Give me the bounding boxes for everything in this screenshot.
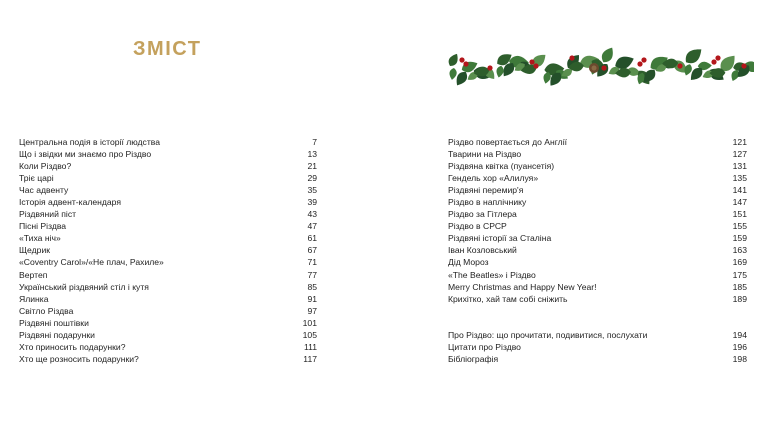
toc-entry-title: Цитати про Різдво — [448, 341, 521, 352]
toc-entry — [448, 160, 747, 172]
toc-entry-title: Іван Козловський — [448, 245, 517, 256]
toc-entry — [19, 136, 317, 148]
toc-entry — [19, 256, 317, 268]
toc-entry-title: Різдвяна квітка (пуансетія) — [448, 161, 555, 172]
toc-entry — [448, 208, 747, 220]
toc-entry-title: Щедрик — [19, 245, 51, 256]
berry — [459, 57, 464, 62]
berry — [533, 63, 538, 68]
toc-entry-title: Різдвяні поштівки — [19, 317, 89, 328]
toc-entry — [19, 160, 317, 172]
toc-entry-title: Різдвяні подарунки — [19, 329, 95, 340]
toc-entry-title: Бібліографія — [448, 353, 499, 364]
toc-entry-page: 155 — [732, 221, 747, 232]
toc-entry-page: 196 — [732, 341, 747, 352]
toc-entry-title: Різдвяні перемир'я — [448, 185, 524, 196]
toc-entry-page: 47 — [307, 221, 317, 232]
toc-entry — [19, 184, 317, 196]
toc-entry-page: 121 — [732, 137, 747, 147]
toc-entry-page: 43 — [307, 209, 317, 220]
toc-entry — [19, 353, 317, 365]
toc-entry — [19, 281, 317, 293]
section-gap — [448, 305, 747, 329]
toc-entry-title: Дід Мороз — [448, 257, 489, 268]
berry — [463, 61, 468, 66]
toc-entry-page: 91 — [307, 293, 317, 304]
toc-entry-title: Про Різдво: що прочитати, подивитися, послухати — [448, 329, 648, 340]
holly-leaf — [495, 65, 505, 78]
toc-entry-page: 163 — [732, 245, 747, 256]
toc-entry-title: Хто приносить подарунки? — [19, 341, 126, 352]
toc-entry-title: Різдво в СРСР — [448, 221, 507, 232]
berry — [601, 65, 606, 70]
toc-entry-page: 101 — [302, 317, 317, 328]
toc-entry-page: 169 — [732, 257, 747, 268]
toc-entry-title: Крихітко, хай там собі сніжить — [448, 293, 568, 304]
toc-entry — [448, 172, 747, 184]
toc-entry-title: Центральна подія в історії людства — [19, 137, 160, 147]
toc-entry-page: 141 — [732, 185, 747, 196]
toc-entry-title: Різдвяні історії за Сталіна — [448, 233, 552, 244]
toc-entry — [448, 256, 747, 268]
toc-entry — [19, 244, 317, 256]
pine-cone-center — [592, 66, 597, 71]
berry — [711, 59, 716, 64]
toc-entry-title: Різдво в наплічнику — [448, 197, 527, 208]
toc-entry-page: 131 — [732, 161, 747, 172]
toc-right-column — [448, 136, 747, 365]
toc-entry-title: Пісні Різдва — [19, 221, 67, 232]
toc-entry-title: «Coventry Carol»/«Не плач, Рахиле» — [19, 257, 164, 268]
toc-entry — [19, 172, 317, 184]
toc-entry-page: 159 — [732, 233, 747, 244]
toc-entry — [19, 232, 317, 244]
toc-entry-page: 97 — [307, 305, 317, 316]
berry — [741, 63, 746, 68]
toc-entry-page: 71 — [307, 257, 317, 268]
toc-entry — [19, 341, 317, 353]
toc-entry-page: 151 — [732, 209, 747, 220]
toc-entry — [448, 329, 747, 341]
toc-entry-page: 189 — [732, 293, 747, 304]
toc-entry-title: Гендель хор «Алилуя» — [448, 173, 539, 184]
toc-entry-title: Що і звідки ми знаємо про Різдво — [19, 149, 152, 160]
toc-entry-page: 198 — [732, 353, 747, 364]
toc-entry — [19, 293, 317, 305]
toc-entry — [448, 232, 747, 244]
toc-entry — [19, 269, 317, 281]
toc-entry — [448, 148, 747, 160]
page-title: ЗМІСТ — [133, 38, 202, 60]
toc-entry-title: Різдво за Гітлера — [448, 209, 517, 220]
toc-entry — [19, 317, 317, 329]
toc-entry-page: 39 — [307, 197, 317, 208]
toc-entry — [448, 196, 747, 208]
toc-entry — [448, 269, 747, 281]
toc-entry-page: 127 — [732, 149, 747, 160]
toc-entry-title: Тварини на Різдво — [448, 149, 522, 160]
toc-entry-page: 7 — [312, 137, 317, 147]
toc-left-column — [19, 136, 317, 365]
toc-entry — [448, 244, 747, 256]
toc-entry-title: Коли Різдво? — [19, 161, 72, 172]
toc-entry — [448, 341, 747, 353]
toc-entry-title: «The Beatles» і Різдво — [448, 269, 536, 280]
toc-entry — [19, 305, 317, 317]
toc-entry-title: Різдво повертається до Англії — [448, 137, 567, 147]
berry — [715, 55, 720, 60]
toc-entry — [448, 281, 747, 293]
toc-entry-page: 29 — [307, 173, 317, 184]
berry — [529, 59, 534, 64]
toc-entry-title: Український різдвяний стіл і кутя — [19, 281, 149, 292]
toc-entry-title: Ялинка — [19, 293, 49, 304]
toc-entry-page: 147 — [732, 197, 747, 208]
toc-entry-title: Світло Різдва — [19, 305, 74, 316]
toc-entry-page: 185 — [732, 281, 747, 292]
toc-entry-title: Merry Christmas and Happy New Year! — [448, 281, 597, 292]
berry — [569, 55, 574, 60]
toc-entry-title: Тріє царі — [19, 173, 54, 184]
toc-entry-page: 77 — [307, 269, 317, 280]
toc-entry — [448, 353, 747, 365]
holly-leaf — [446, 52, 460, 68]
berry — [641, 57, 646, 62]
toc-entry-page: 117 — [303, 353, 317, 364]
holly-leaf — [448, 67, 457, 80]
toc-entry-title: «Тиха ніч» — [19, 233, 61, 244]
berry — [677, 63, 682, 68]
toc-entry-page: 13 — [307, 149, 317, 160]
toc-entry — [19, 208, 317, 220]
toc-entry-title: Час адвенту — [19, 185, 69, 196]
toc-entry — [448, 220, 747, 232]
holly-leaf — [599, 45, 616, 65]
toc-entry-page: 67 — [307, 245, 317, 256]
toc-entry — [448, 293, 747, 305]
toc-entry-page: 61 — [307, 233, 317, 244]
toc-entry — [19, 329, 317, 341]
toc-entry-page: 21 — [307, 161, 317, 172]
toc-entry-page: 194 — [732, 329, 747, 340]
toc-entry-title: Історія адвент-календаря — [19, 197, 122, 208]
toc-entry-title: Різдвяний піст — [19, 209, 77, 220]
toc-entry-page: 35 — [307, 185, 317, 196]
holly-garland-icon — [444, 38, 754, 94]
berry — [637, 61, 642, 66]
toc-entry — [19, 148, 317, 160]
toc-entry-page: 105 — [302, 329, 317, 340]
toc-entry — [448, 136, 747, 148]
toc-entry-page: 111 — [303, 341, 317, 352]
toc-entry — [19, 196, 317, 208]
toc-entry-title: Вертеп — [19, 269, 48, 280]
toc-entry-title: Хто ще розносить подарунки? — [19, 353, 139, 364]
toc-entry-page: 85 — [307, 281, 317, 292]
toc-entry — [448, 184, 747, 196]
toc-entry — [19, 220, 317, 232]
berry — [487, 65, 492, 70]
toc-entry-page: 175 — [732, 269, 747, 280]
toc-entry-page: 135 — [732, 173, 747, 184]
